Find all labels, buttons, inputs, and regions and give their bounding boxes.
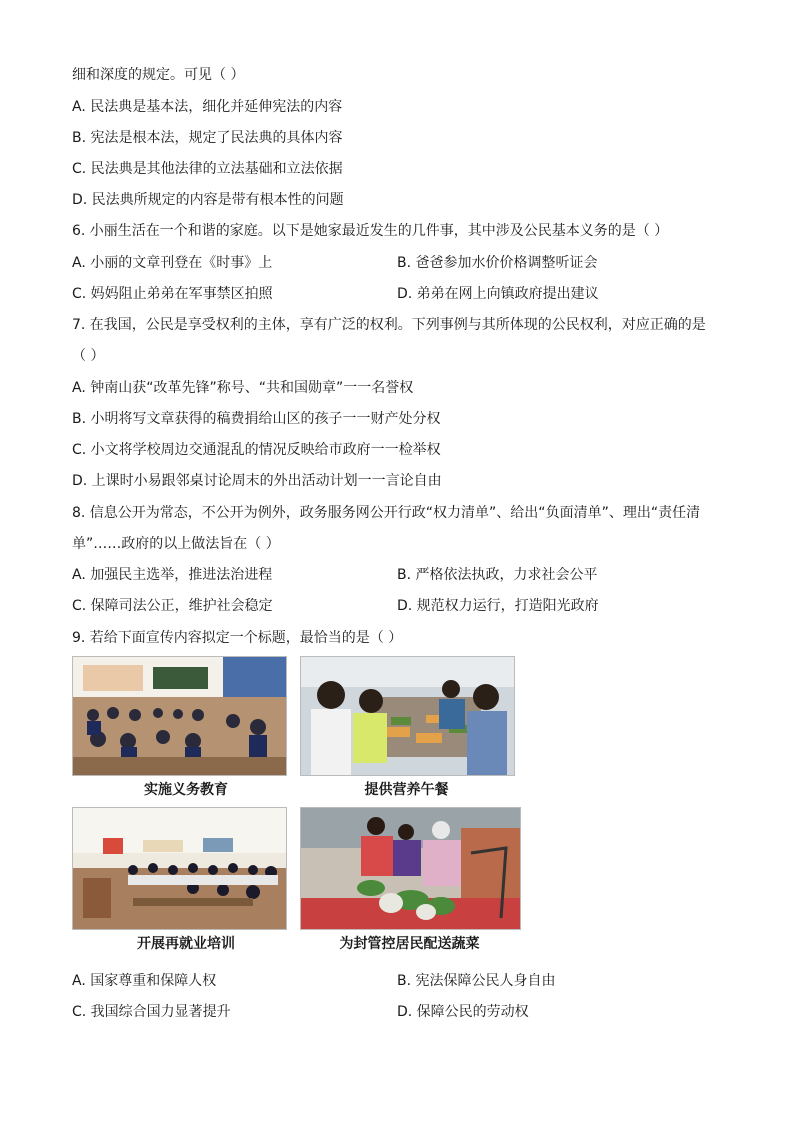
q5-option-a: A. 民法典是基本法，细化并延伸宪法的内容 <box>72 99 343 115</box>
q5-option-c: C. 民法典是其他法律的立法基础和立法依据 <box>72 161 343 177</box>
q7-option-a: A. 钟南山获“改革先锋”称号、“共和国勋章”一一名誉权 <box>72 380 414 396</box>
q8-option-c: C. 保障司法公正，维护社会稳定 <box>72 598 273 614</box>
caption-nutritious-lunch: 提供营养午餐 <box>364 782 449 798</box>
caption-compulsory-education: 实施义务教育 <box>144 782 228 798</box>
caption-vegetable-delivery: 为封管控居民配送蔬菜 <box>339 936 480 952</box>
q6-option-c: C. 妈妈阻止弟弟在军事禁区拍照 <box>72 286 273 302</box>
q6-option-d: D. 弟弟在网上向镇政府提出建议 <box>397 286 599 302</box>
vegetable-delivery-photo <box>300 807 521 930</box>
classroom-photo <box>72 656 287 776</box>
q5-option-b: B. 宪法是根本法，规定了民法典的具体内容 <box>72 130 343 146</box>
q8-option-b: B. 严格依法执政，力求社会公平 <box>397 567 598 583</box>
q7-stem-bracket: （ ） <box>72 348 105 364</box>
q6-stem: 6. 小丽生活在一个和谐的家庭。以下是她家最近发生的几件事，其中涉及公民基本义务的是（ ） <box>72 223 669 239</box>
q9-option-b: B. 宪法保障公民人身自由 <box>397 973 556 989</box>
q9-option-c: C. 我国综合国力显著提升 <box>72 1004 231 1020</box>
q9-option-a: A. 国家尊重和保障人权 <box>72 973 217 989</box>
lunch-photo <box>300 656 515 776</box>
caption-reemployment-training: 开展再就业培训 <box>137 936 235 952</box>
q9-stem: 9. 若给下面宣传内容拟定一个标题，最恰当的是（ ） <box>72 630 403 646</box>
q7-stem: 7. 在我国，公民是享受权利的主体，享有广泛的权利。下列事例与其所体现的公民权利，对应正确的是 <box>72 317 706 333</box>
q7-option-b: B. 小明将写文章获得的稿费捐给山区的孩子一一财产处分权 <box>72 411 441 427</box>
q5-option-d: D. 民法典所规定的内容是带有根本性的问题 <box>72 192 344 208</box>
training-photo <box>72 807 287 930</box>
q9-option-d: D. 保障公民的劳动权 <box>397 1004 529 1020</box>
q8-stem-continuation: 单”……政府的以上做法旨在（ ） <box>72 536 280 552</box>
q5-stem-continuation: 细和深度的规定。可见（ ） <box>72 67 245 83</box>
q6-option-b: B. 爸爸参加水价价格调整听证会 <box>397 255 598 271</box>
q8-option-a: A. 加强民主选举，推进法治进程 <box>72 567 273 583</box>
q7-option-d: D. 上课时小易跟邻桌讨论周末的外出活动计划一一言论自由 <box>72 473 442 489</box>
q6-option-a: A. 小丽的文章刊登在《时事》上 <box>72 255 273 271</box>
q8-option-d: D. 规范权力运行，打造阳光政府 <box>397 598 599 614</box>
q8-stem: 8. 信息公开为常态，不公开为例外，政务服务网公开行政“权力清单”、给出“负面清单”、理出“责任清 <box>72 505 701 521</box>
q7-option-c: C. 小文将学校周边交通混乱的情况反映给市政府一一检举权 <box>72 442 441 458</box>
